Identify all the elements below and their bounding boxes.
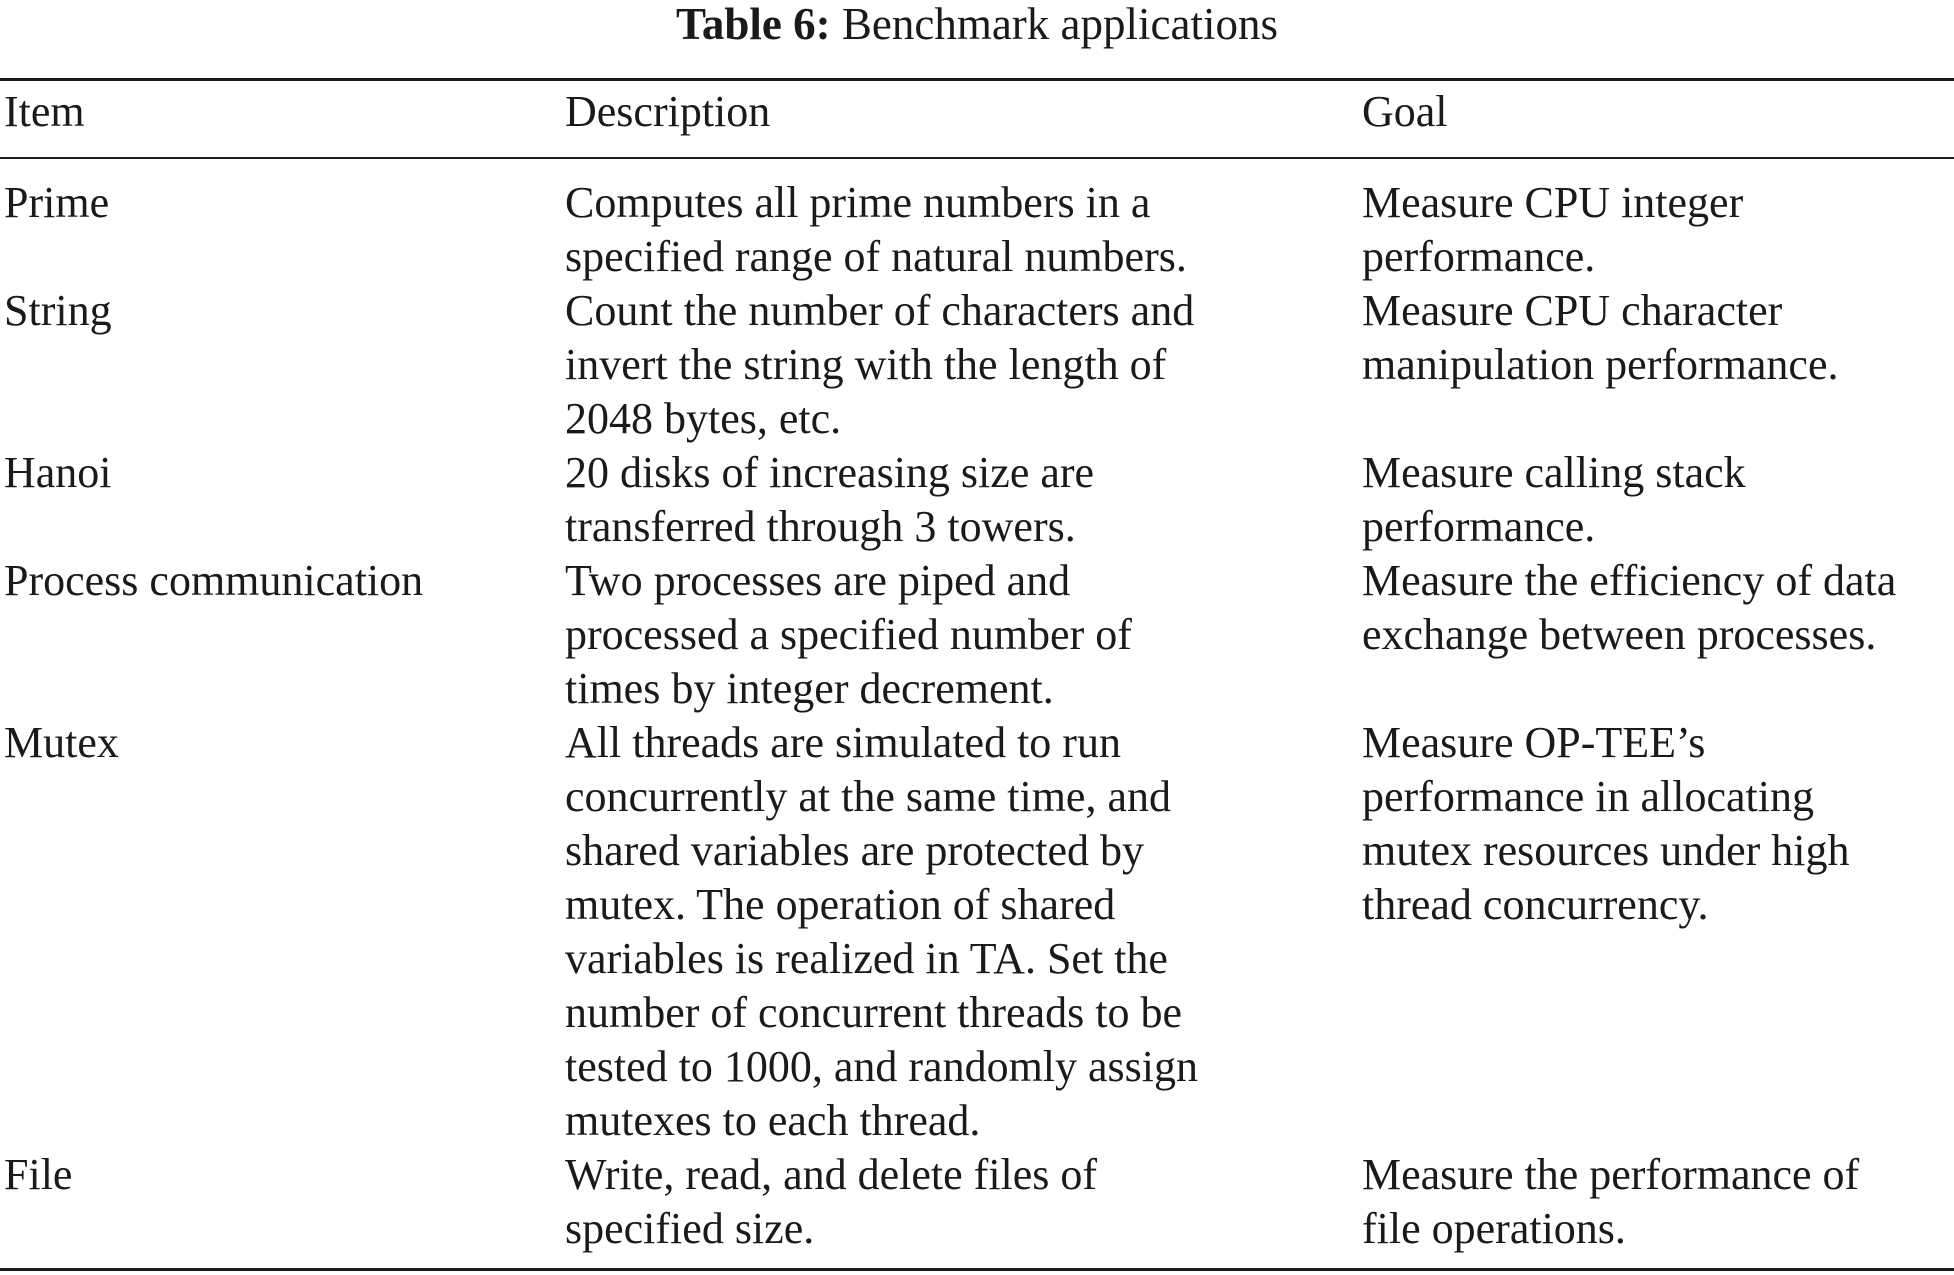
item-cell: Process communication	[4, 556, 424, 605]
goal-cell	[1362, 1148, 1954, 1256]
item-cell: Mutex	[4, 718, 119, 767]
goal-line: exchange between processes.	[1362, 610, 1877, 659]
goal-cell	[1362, 284, 1954, 446]
description-cell	[565, 1148, 1362, 1256]
table-row	[0, 716, 1954, 1148]
item-cell: String	[4, 286, 112, 335]
goal-cell	[1362, 554, 1954, 716]
goal-line: Measure CPU character	[1362, 286, 1783, 335]
description-line: shared variables are protected by	[565, 826, 1145, 875]
goal-cell	[1362, 176, 1954, 284]
description-line: 20 disks of increasing size are	[565, 448, 1095, 497]
table-row	[0, 176, 1954, 284]
goal-line: file operations.	[1362, 1204, 1626, 1253]
goal-line: thread concurrency.	[1362, 880, 1709, 929]
item-cell: File	[4, 1150, 73, 1199]
description-line: specified size.	[565, 1204, 815, 1253]
column-header-item: Item	[4, 87, 85, 136]
description-line: concurrently at the same time, and	[565, 772, 1171, 821]
goal-cell	[1362, 716, 1954, 1148]
description-line: Count the number of characters and	[565, 286, 1195, 335]
description-line: Computes all prime numbers in a	[565, 178, 1151, 227]
bottom-rule	[0, 1268, 1954, 1271]
goal-line: Measure CPU integer	[1362, 178, 1744, 227]
table-caption-title: Benchmark applications	[841, 0, 1278, 49]
item-cell: Prime	[4, 178, 110, 227]
column-header-description: Description	[565, 87, 771, 136]
description-cell	[565, 446, 1362, 554]
description-line: Two processes are piped and	[565, 556, 1071, 605]
goal-line: Measure calling stack	[1362, 448, 1746, 497]
goal-line: Measure OP-TEE’s	[1362, 718, 1706, 767]
description-line: 2048 bytes, etc.	[565, 394, 842, 443]
description-line: times by integer decrement.	[565, 664, 1054, 713]
table-row	[0, 446, 1954, 554]
description-line: number of concurrent threads to be	[565, 988, 1182, 1037]
description-line: specified range of natural numbers.	[565, 232, 1187, 281]
goal-line: Measure the efficiency of data	[1362, 556, 1897, 605]
table-row	[0, 554, 1954, 716]
table-header	[0, 85, 1954, 139]
description-line: transferred through 3 towers.	[565, 502, 1076, 551]
description-line: Write, read, and delete files of	[565, 1150, 1098, 1199]
goal-line: mutex resources under high	[1362, 826, 1850, 875]
description-line: tested to 1000, and randomly assign	[565, 1042, 1199, 1091]
goal-line: performance in allocating	[1362, 772, 1815, 821]
description-line: mutex. The operation of shared	[565, 880, 1116, 929]
description-line: invert the string with the length of	[565, 340, 1167, 389]
goal-cell	[1362, 446, 1954, 554]
description-line: processed a specified number of	[565, 610, 1132, 659]
description-line: mutexes to each thread.	[565, 1096, 981, 1145]
table-row	[0, 1148, 1954, 1256]
description-cell	[565, 176, 1362, 284]
goal-line: performance.	[1362, 232, 1596, 281]
table-caption	[0, 0, 1954, 48]
header-row	[0, 85, 1954, 139]
description-cell	[565, 284, 1362, 446]
goal-line: manipulation performance.	[1362, 340, 1839, 389]
header-rule	[0, 157, 1954, 159]
goal-line: Measure the performance of	[1362, 1150, 1860, 1199]
item-cell: Hanoi	[4, 448, 112, 497]
top-rule	[0, 78, 1954, 81]
table-row	[0, 284, 1954, 446]
table-body	[0, 176, 1954, 1256]
description-line: variables is realized in TA. Set the	[565, 934, 1168, 983]
description-line: All threads are simulated to run	[565, 718, 1121, 767]
description-cell	[565, 716, 1362, 1148]
goal-line: performance.	[1362, 502, 1596, 551]
table-caption-label: Table 6:	[676, 0, 831, 49]
description-cell	[565, 554, 1362, 716]
column-header-goal: Goal	[1362, 87, 1448, 136]
